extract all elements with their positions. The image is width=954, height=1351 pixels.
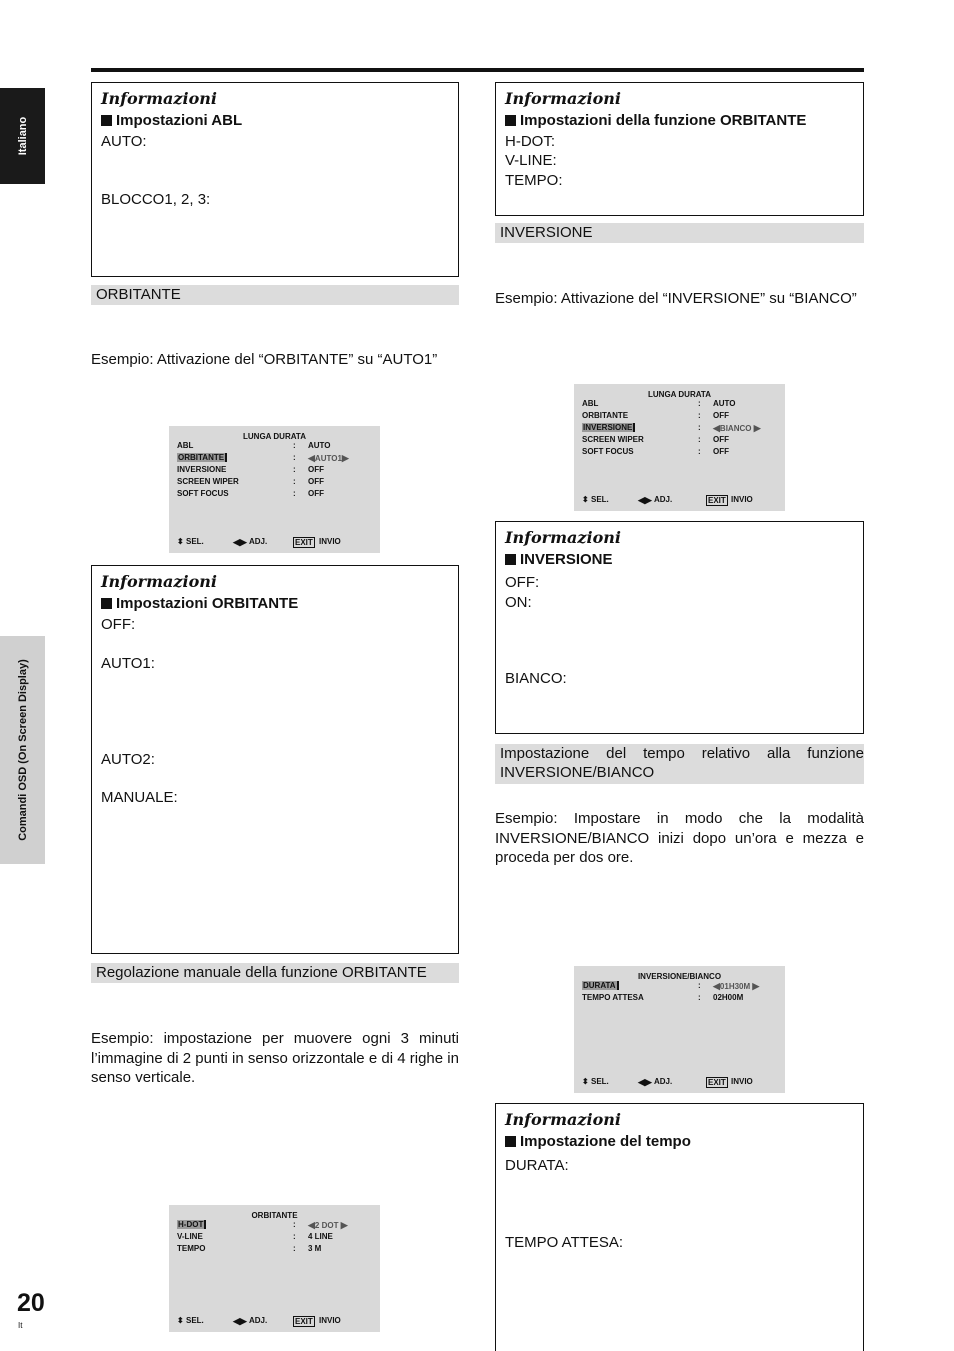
square-bullet-icon: [505, 1136, 516, 1147]
arrow-left-icon: ◀: [713, 423, 720, 433]
section-band-manual: Regolazione manuale della funzione ORBITANTE: [91, 963, 459, 983]
arrow-left-icon: ◀: [713, 981, 720, 991]
osd-title: LUNGA DURATA: [243, 432, 306, 441]
osd-row-selected: INVERSIONE : ◀BIANCO ▶: [583, 423, 761, 433]
info-line: AUTO:: [101, 133, 147, 150]
example-tempo: Esempio: Impostare in modo che la modalità INVERSIONE/BIANCO inizi dopo un’ora e mezza e proceda per dos ore.: [495, 810, 864, 866]
info-subtitle: Impostazioni ORBITANTE: [101, 595, 298, 612]
osd-screen-inversione-bianco: [574, 966, 785, 1093]
square-bullet-icon: [505, 554, 516, 565]
osd-row: TEMPO : 3 M: [177, 1244, 322, 1253]
osd-footer: ⬍ SEL. ◀▶ ADJ. EXIT INVIO: [177, 537, 341, 547]
square-bullet-icon: [101, 598, 112, 609]
section-label: Comandi OSD (On Screen Display): [16, 659, 29, 841]
info-title: Informazioni: [505, 528, 621, 547]
info-line: BIANCO:: [505, 670, 567, 687]
info-subtitle: Impostazioni ABL: [101, 112, 242, 129]
osd-title: LUNGA DURATA: [648, 390, 711, 399]
info-box-tempo: [495, 1103, 864, 1351]
osd-row: SCREEN WIPER : OFF: [582, 435, 729, 444]
info-line: BLOCCO1, 2, 3:: [101, 191, 211, 208]
info-title: Informazioni: [505, 89, 621, 108]
top-rule: [91, 68, 864, 72]
info-subtitle: Impostazioni della funzione ORBITANTE: [505, 112, 806, 129]
info-line: ON:: [505, 594, 532, 611]
osd-footer: ⬍ SEL. ◀▶ ADJ. EXIT INVIO: [582, 495, 753, 505]
osd-row-selected: ORBITANTE : ◀AUTO1▶: [178, 453, 349, 463]
page-number: 20: [17, 1289, 45, 1317]
left-right-icon: ◀▶: [638, 1077, 652, 1087]
osd-row: TEMPO ATTESA : 02H00M: [582, 993, 744, 1002]
info-line: AUTO2:: [101, 751, 155, 768]
info-title: Informazioni: [101, 89, 217, 108]
osd-title: INVERSIONE/BIANCO: [637, 972, 722, 981]
osd-row-selected: H-DOT : ◀2 DOT ▶: [178, 1220, 348, 1230]
osd-row: ABL : AUTO: [177, 441, 331, 450]
info-subtitle: INVERSIONE: [505, 551, 613, 568]
osd-footer: ⬍ SEL. ◀▶ ADJ. EXIT INVIO: [177, 1316, 341, 1326]
info-line: OFF:: [505, 574, 540, 591]
osd-title: ORBITANTE: [251, 1211, 298, 1220]
info-line: MANUALE:: [101, 789, 178, 806]
arrow-right-icon: ▶: [340, 1220, 348, 1230]
section-band-inversione: INVERSIONE: [495, 223, 864, 243]
section-band-tempo: Impostazione del tempo relativo alla funzione INVERSIONE/BIANCO: [495, 744, 864, 784]
square-bullet-icon: [505, 115, 516, 126]
info-box-inversione: [495, 521, 864, 734]
language-tab: [0, 88, 45, 184]
osd-footer: ⬍ SEL. ◀▶ ADJ. EXIT INVIO: [582, 1077, 753, 1087]
up-down-icon: ⬍: [177, 1316, 184, 1325]
up-down-icon: ⬍: [582, 495, 589, 504]
section-tab: [0, 636, 45, 864]
square-bullet-icon: [101, 115, 112, 126]
left-right-icon: ◀▶: [233, 1316, 247, 1326]
osd-screen-lunga-durata-2: [574, 384, 785, 511]
section-band-orbitante: ORBITANTE: [91, 285, 459, 305]
left-right-icon: ◀▶: [638, 495, 652, 505]
info-subtitle: Impostazione del tempo: [505, 1133, 691, 1150]
arrow-left-icon: ◀: [308, 1220, 315, 1230]
osd-row: ABL : AUTO: [582, 399, 736, 408]
info-line: TEMPO ATTESA:: [505, 1234, 624, 1251]
info-line: AUTO1:: [101, 655, 155, 672]
osd-row: INVERSIONE : OFF: [177, 465, 324, 474]
up-down-icon: ⬍: [177, 537, 184, 546]
language-label: Italiano: [16, 116, 29, 156]
example-inversione: Esempio: Attivazione del “INVERSIONE” su “BIANCO”: [495, 290, 857, 307]
language-code: It: [18, 1321, 23, 1330]
info-line: DURATA:: [505, 1157, 569, 1174]
example-orbitante: Esempio: Attivazione del “ORBITANTE” su “AUTO1”: [91, 351, 438, 368]
arrow-right-icon: ▶: [752, 981, 760, 991]
example-manual: Esempio: impostazione per muovere ogni 3 minuti l’immagine di 2 punti in senso orizzontale e di 4 righe in senso verticale.: [91, 1030, 459, 1086]
up-down-icon: ⬍: [582, 1077, 589, 1086]
osd-row: SOFT FOCUS : OFF: [177, 489, 324, 498]
osd-screen-orbitante: [169, 1205, 380, 1332]
arrow-right-icon: ▶: [753, 423, 761, 433]
info-title: Informazioni: [101, 572, 217, 591]
osd-row: SOFT FOCUS : OFF: [582, 447, 729, 456]
osd-screen-lunga-durata-1: [169, 426, 380, 553]
arrow-right-icon: ▶: [341, 453, 349, 463]
info-box-orbit-function: [495, 82, 864, 216]
osd-row: ORBITANTE : OFF: [582, 411, 729, 420]
info-line: TEMPO:: [505, 172, 563, 189]
osd-row: SCREEN WIPER : OFF: [177, 477, 324, 486]
left-right-icon: ◀▶: [233, 537, 247, 547]
info-line: OFF:: [101, 616, 136, 633]
info-box-orbitante: [91, 565, 459, 954]
info-title: Informazioni: [505, 1110, 621, 1129]
info-line: H-DOT:: [505, 133, 555, 150]
info-line: V-LINE:: [505, 152, 557, 169]
osd-row-selected: DURATA : ◀01H30M ▶: [583, 981, 760, 991]
osd-row: V-LINE : 4 LINE: [177, 1232, 333, 1241]
arrow-left-icon: ◀: [308, 453, 315, 463]
info-box-abl: [91, 82, 459, 277]
